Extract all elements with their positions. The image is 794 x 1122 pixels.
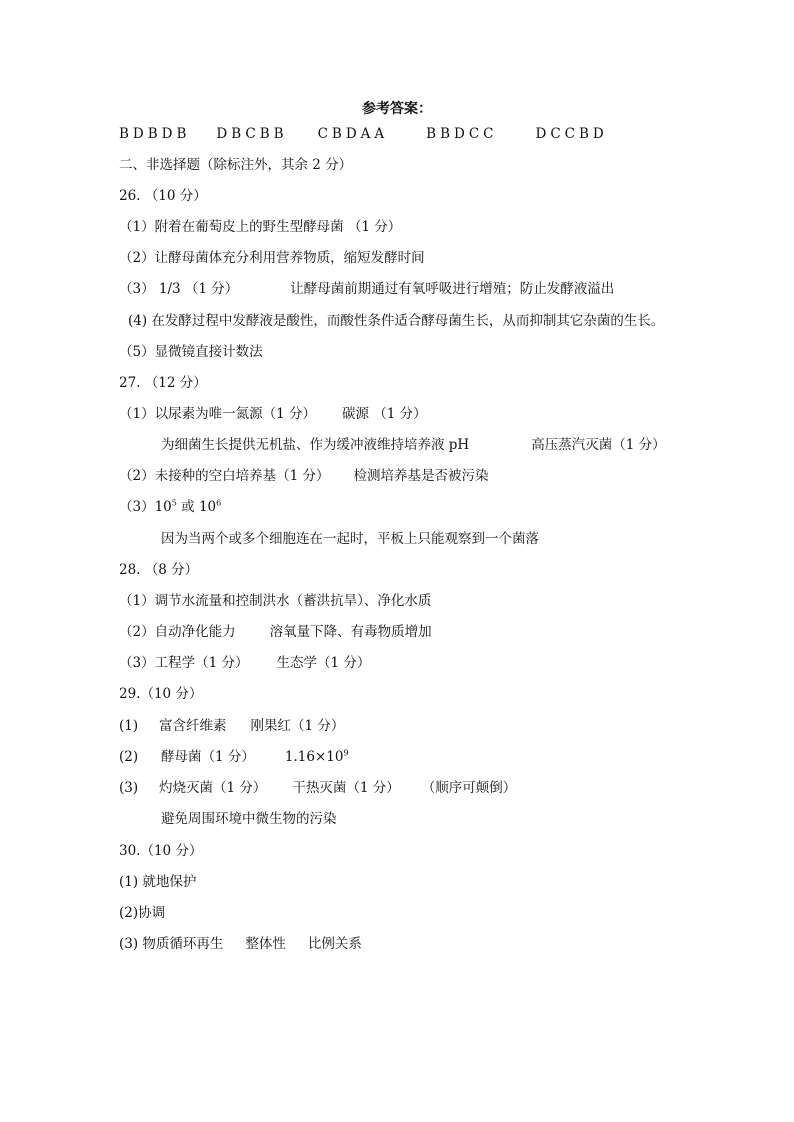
page-title: 参考答案： (362, 101, 432, 117)
q27-answer-3-text: 因为当两个或多个细胞连在一起时，平板上只能观察到一个菌落 (161, 531, 539, 547)
q27-answer-1c: 为细菌生长提供无机盐、作为缓冲液维持培养液 pH (161, 437, 470, 453)
mcq-group-3: CBDAA (317, 126, 389, 142)
q26-answer-1: （1）附着在葡萄皮上的野生型酵母菌 （1 分） (119, 219, 402, 235)
q27-answer-2 (119, 467, 488, 485)
q28-answer-3b: 生态学（1 分） (276, 655, 371, 671)
q29-answer-1a: 富含纤维素 (159, 718, 227, 734)
q26-answer-4: (4) 在发酵过程中发酵液是酸性，而酸性条件适合酵母菌生长，从而抑制其它杂菌的生长。 (128, 313, 665, 329)
question-27-heading: 27. （12 分） (119, 375, 207, 391)
q29-answer-1-number: (1) (119, 718, 139, 734)
mcq-group-1: BDBDB (119, 126, 191, 142)
q27-answer-1b: 碳源 （1 分） (341, 406, 427, 422)
mcq-answers (119, 125, 608, 143)
q29-answer-3a: 灼烧灭菌（1 分） (159, 780, 267, 796)
q27-answer-2b: 检测培养基是否被污染 (353, 468, 489, 484)
q27-answer-3-prefix: （3）10 (119, 499, 172, 515)
q27-exponent-1: 5 (171, 498, 177, 508)
mcq-group-2: DBCBB (216, 126, 288, 142)
q29-answer-1 (119, 717, 344, 735)
q26-answer-5: （5）显微镜直接计数法 (119, 344, 263, 360)
q29-answer-2-number: (2) (119, 749, 139, 765)
q27-answer-3-mid: 或 10 (176, 499, 217, 515)
q30-answer-3b: 整体性 (245, 936, 286, 952)
q29-answer-2 (119, 748, 349, 766)
q29-answer-3b: 干热灭菌（1 分） (292, 780, 400, 796)
q28-answer-2 (119, 623, 432, 641)
q28-answer-2b: 溶氧量下降、有毒物质增加 (269, 624, 432, 640)
q29-answer-2b (285, 748, 349, 766)
q30-answer-3c: 比例关系 (307, 936, 362, 952)
question-30-heading: 30.（10 分） (119, 843, 203, 859)
mcq-group-5: DCCBD (535, 126, 608, 142)
q27-answer-1a: （1）以尿素为唯一氮源（1 分） (119, 406, 316, 422)
q26-answer-3-label: （3） 1/3 （1 分） (119, 281, 239, 297)
question-26-heading: 26. （10 分） (119, 188, 207, 204)
q27-answer-1d: 高压蒸汽灭菌（1 分） (531, 437, 666, 453)
q26-answer-3 (119, 280, 614, 298)
q26-answer-3-text: 让酵母菌前期通过有氧呼吸进行增殖；防止发酵液溢出 (290, 281, 615, 297)
q30-answer-2: (2)协调 (119, 905, 166, 921)
q27-answer-1-cont (161, 436, 666, 454)
question-29-heading: 29.（10 分） (119, 686, 203, 702)
q29-answer-3-cont: 避免周围环境中微生物的污染 (161, 811, 337, 827)
q29-answer-2a: 酵母菌（1 分） (161, 749, 255, 765)
q30-answer-3 (119, 935, 362, 953)
mcq-group-4: BBDCC (426, 126, 498, 142)
q29-answer-3-number: (3) (119, 780, 139, 796)
q29-exponent: 9 (343, 748, 349, 758)
q27-answer-2a: （2）未接种的空白培养基（1 分） (119, 468, 330, 484)
section-heading: 二、非选择题（除标注外，其余 2 分） (119, 157, 353, 173)
q29-answer-3 (119, 779, 516, 797)
q27-answer-1 (119, 405, 427, 423)
q26-answer-2: （2）让酵母菌体充分利用营养物质，缩短发酵时间 (119, 250, 425, 266)
q28-answer-3 (119, 654, 370, 672)
q28-answer-3a: （3）工程学（1 分） (119, 655, 249, 671)
question-28-heading: 28. （8 分） (119, 562, 199, 578)
q27-answer-3 (119, 498, 221, 516)
q27-exponent-2: 6 (216, 498, 222, 508)
q30-answer-1: (1) 就地保护 (119, 874, 197, 890)
q29-answer-1b: 刚果红（1 分） (250, 718, 345, 734)
q29-answer-3c: （顺序可颠倒） (421, 780, 517, 796)
q28-answer-1: （1）调节水流量和控制洪水（蓄洪抗旱）、净化水质 (119, 593, 432, 609)
q28-answer-2a: （2）自动净化能力 (119, 624, 236, 640)
q29-value: 1.16×10 (284, 749, 344, 765)
q30-answer-3a: (3) 物质循环再生 (119, 936, 224, 952)
